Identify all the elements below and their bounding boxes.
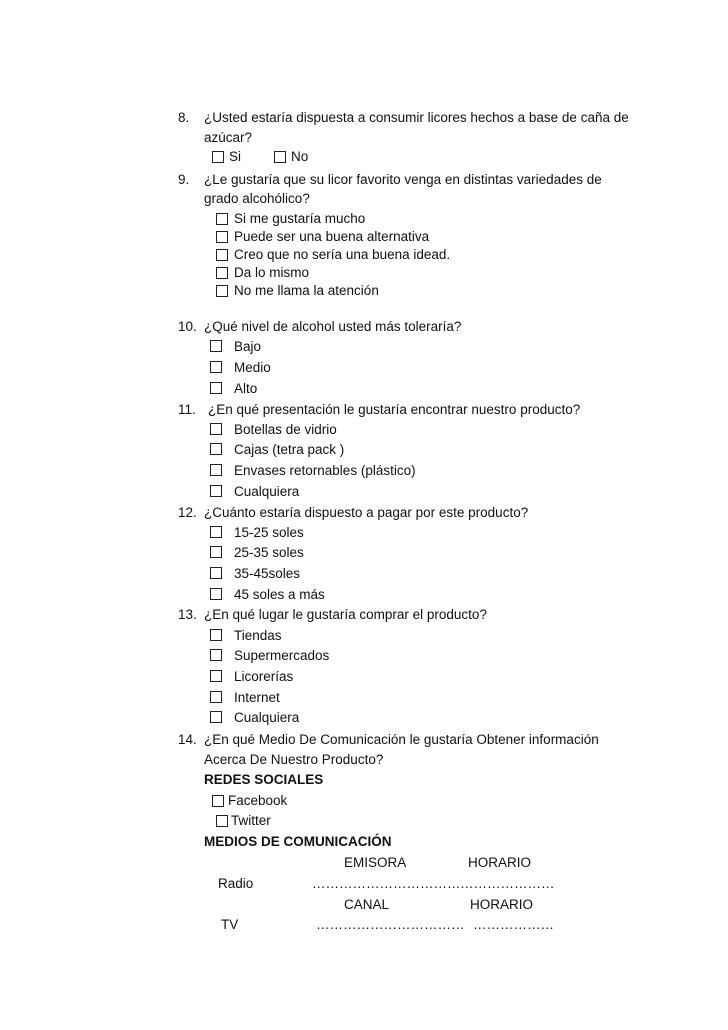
option-label: Cualquiera [234,484,300,499]
option-label: Internet [234,690,280,705]
checkbox[interactable] [210,546,222,558]
checkbox[interactable] [210,485,222,497]
blank-line: …………………………… [316,917,465,932]
checkbox[interactable] [216,267,228,279]
option-label: Facebook [228,793,288,808]
checkbox[interactable] [210,464,222,476]
question-number: 10. [178,319,197,334]
option-label: Cualquiera [234,710,300,725]
checkbox[interactable] [210,526,222,538]
option-label: 35-45soles [234,566,301,581]
blank-line: ………………… [460,876,555,891]
column-header: HORARIO [468,855,532,870]
blank-line: …………………………… [312,876,461,891]
question-text: ¿En qué lugar le gustaría comprar el producto? [204,607,487,622]
option-label: Alto [234,381,258,396]
checkbox[interactable] [210,567,222,579]
option-label: No [291,149,309,164]
question-number: 13. [178,607,197,622]
checkbox[interactable] [216,815,228,827]
checkbox[interactable] [210,588,222,600]
checkbox[interactable] [210,340,222,352]
checkbox[interactable] [216,249,228,261]
media-label: TV [221,917,239,932]
question-text: ¿Usted estaría dispuesta a consumir licores hechos a base de caña de [204,110,629,125]
checkbox[interactable] [210,423,222,435]
question-number: 12. [178,505,197,520]
option-label: Tiendas [234,628,282,643]
checkbox[interactable] [216,285,228,297]
option-label: 45 soles a más [234,587,325,602]
question-number: 11. [178,402,196,417]
question-text: grado alcohólico? [204,191,310,206]
checkbox[interactable] [210,361,222,373]
option-label: 15-25 soles [234,525,304,540]
option-label: Envases retornables (plástico) [234,463,416,478]
option-label: Creo que no sería una buena idead. [234,247,451,262]
option-label: Si me gustaría mucho [234,211,366,226]
option-label: Twitter [231,813,271,828]
question-text: ¿Qué nivel de alcohol usted más toleraría? [204,319,462,334]
checkbox[interactable] [216,213,228,225]
checkbox[interactable] [210,382,222,394]
option-label: Puede ser una buena alternativa [234,229,430,244]
checkbox[interactable] [274,151,286,163]
checkbox[interactable] [210,649,222,661]
column-header: EMISORA [344,855,407,870]
question-number: 8. [178,110,190,125]
question-text: ¿En qué Medio De Comunicación le gustaría Obtener información [204,732,599,747]
checkbox[interactable] [212,795,224,807]
blank-line: ……………… [473,917,554,932]
checkbox[interactable] [210,691,222,703]
question-number: 14. [178,732,197,747]
option-label: Bajo [234,339,262,354]
option-label: Licorerías [234,669,294,684]
option-label: No me llama la atención [234,283,379,298]
checkbox[interactable] [212,151,224,163]
checkbox[interactable] [210,670,222,682]
option-label: Cajas (tetra pack ) [234,442,345,457]
option-label: Medio [234,360,271,375]
checkbox[interactable] [210,629,222,641]
option-label: Si [229,149,242,164]
question-text: azúcar? [204,130,253,145]
option-label: Da lo mismo [234,265,310,280]
option-label: 25-35 soles [234,545,304,560]
question-text: ¿Cuánto estaría dispuesto a pagar por este producto? [204,505,529,520]
option-label: Supermercados [234,648,330,663]
question-text: ¿Le gustaría que su licor favorito venga en distintas variedades de [204,172,602,187]
checkbox[interactable] [216,231,228,243]
question-text: ¿En qué presentación le gustaría encontrar nuestro producto? [208,402,581,417]
question-number: 9. [178,172,190,187]
section-title-media: MEDIOS DE COMUNICACIÓN [204,834,392,849]
section-title-social: REDES SOCIALES [204,772,324,787]
media-label: Radio [218,876,254,891]
question-text: Acerca De Nuestro Producto? [204,752,384,767]
option-label: Botellas de vidrio [234,422,337,437]
checkbox[interactable] [210,711,222,723]
column-header: CANAL [344,897,390,912]
column-header: HORARIO [470,897,534,912]
checkbox[interactable] [210,443,222,455]
